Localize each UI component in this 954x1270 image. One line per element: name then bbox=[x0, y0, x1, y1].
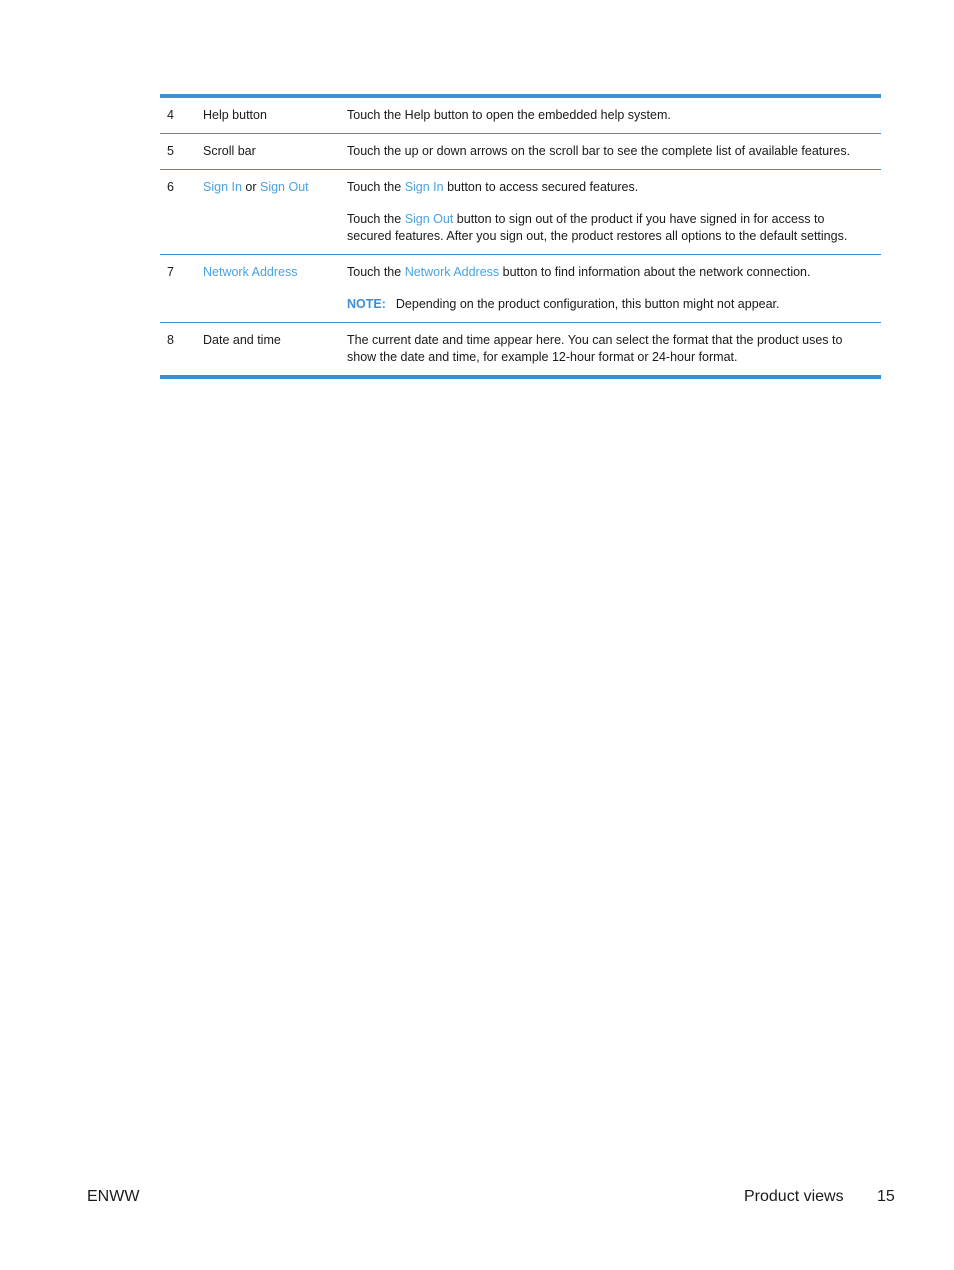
sign-out-link[interactable]: Sign Out bbox=[404, 212, 454, 226]
row-description bbox=[347, 143, 867, 160]
text-fragment: button to access secured features. bbox=[443, 180, 639, 194]
row-name bbox=[203, 179, 343, 196]
note bbox=[347, 296, 867, 313]
sign-out-link[interactable]: Sign Out bbox=[259, 180, 309, 194]
description-text bbox=[347, 211, 867, 245]
table-row bbox=[160, 255, 881, 323]
description-text: Touch the up or down arrows on the scroll bar to see the complete list of available features. bbox=[347, 144, 851, 158]
row-number: 8 bbox=[167, 333, 174, 347]
feature-table bbox=[160, 94, 881, 379]
note-label: NOTE: bbox=[347, 297, 386, 311]
row-number: 6 bbox=[167, 180, 174, 194]
description-text bbox=[347, 179, 867, 196]
text-fragment: Touch the bbox=[347, 212, 405, 226]
row-name: Scroll bar bbox=[203, 144, 256, 158]
table-row bbox=[160, 323, 881, 375]
text-fragment: Touch the bbox=[347, 265, 405, 279]
row-number: 7 bbox=[167, 265, 174, 279]
row-description bbox=[347, 179, 867, 245]
description-text: Touch the Help button to open the embedded help system. bbox=[347, 108, 671, 122]
row-name: Date and time bbox=[203, 333, 281, 347]
row-description bbox=[347, 332, 867, 366]
table-row bbox=[160, 98, 881, 134]
table-row bbox=[160, 134, 881, 170]
table-row bbox=[160, 170, 881, 255]
row-description bbox=[347, 264, 867, 313]
sign-in-link[interactable]: Sign In bbox=[203, 180, 242, 194]
row-description bbox=[347, 107, 867, 124]
network-address-link[interactable]: Network Address bbox=[404, 265, 500, 279]
description-text bbox=[347, 264, 867, 281]
note-text: Depending on the product configuration, this button might not appear. bbox=[395, 297, 780, 311]
text-fragment: button to sign out of the product if you have signed in for access to secured features. After you sign out, the product restores all options to the default settings. bbox=[347, 212, 848, 243]
row-number: 4 bbox=[167, 108, 174, 122]
text-fragment: button to find information about the network connection. bbox=[499, 265, 811, 279]
page-number: 15 bbox=[877, 1188, 895, 1205]
footer-doc-code: ENWW bbox=[87, 1188, 140, 1205]
description-text: The current date and time appear here. You can select the format that the product uses to show the date and time, for example 12-hour format or 24-hour format. bbox=[347, 333, 843, 364]
row-number: 5 bbox=[167, 144, 174, 158]
network-address-link[interactable]: Network Address bbox=[203, 265, 298, 279]
sign-in-link[interactable]: Sign In bbox=[404, 180, 444, 194]
footer-section-title: Product views bbox=[744, 1188, 844, 1205]
row-name: Help button bbox=[203, 108, 267, 122]
text-fragment: Touch the bbox=[347, 180, 405, 194]
or-text: or bbox=[241, 180, 260, 194]
